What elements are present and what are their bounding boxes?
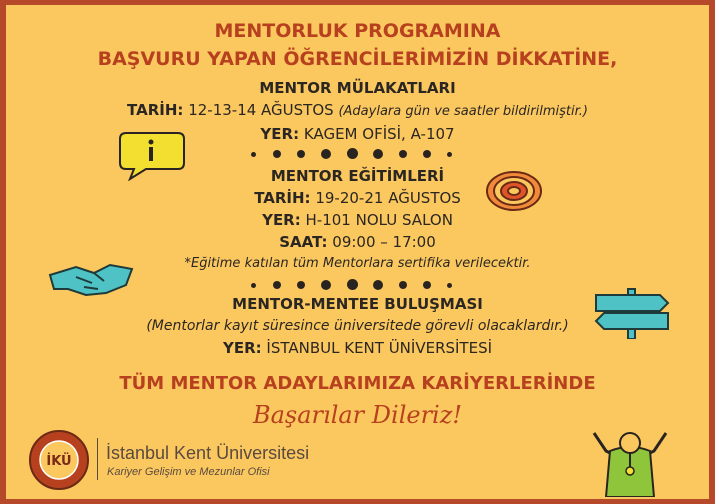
closing-line: TÜM MENTOR ADAYLARIMIZA KARİYERLERİNDE (119, 373, 596, 394)
signpost-icon (590, 283, 674, 339)
meeting-note: (Mentorlar kayıt süresince üniversitede görevli olacaklardır.) (146, 318, 569, 334)
trainings-place-row (6, 211, 709, 229)
divider-dots-2 (251, 279, 471, 291)
meeting-place-row (6, 339, 709, 357)
logo-office-name: Kariyer Gelişim ve Mezunlar Ofisi (107, 466, 270, 478)
university-seal-logo (28, 429, 90, 491)
trainings-date-value: 19-20-21 AĞUSTOS (315, 189, 461, 207)
interviews-place-value: KAGEM OFİSİ, A-107 (303, 125, 455, 143)
section-meeting-title: MENTOR-MENTEE BULUŞMASI (232, 295, 483, 313)
trainings-certificate-note: *Eğitime katılan tüm Mentorlara sertifika verilecektir. (184, 256, 531, 271)
interviews-place-label: YER: (260, 125, 300, 143)
trainings-date-label: TARİH: (254, 189, 311, 207)
trainings-date-row (6, 189, 709, 207)
logo-university-name: İstanbul Kent Üniversitesi (106, 443, 310, 463)
meeting-place-label: YER: (222, 339, 262, 357)
poster (6, 5, 709, 499)
interviews-date-label: TARİH: (127, 101, 184, 119)
target-icon (484, 169, 544, 213)
interviews-date-note: (Adaylara gün ve saatler bildirilmiştir.) (338, 104, 588, 119)
logo-divider (97, 438, 98, 480)
interviews-date-row (6, 101, 709, 119)
trainings-time-row (6, 233, 709, 251)
divider-dots-1 (251, 148, 471, 160)
trainings-place-value: H-101 NOLU SALON (305, 211, 453, 229)
heading-line-1: MENTORLUK PROGRAMINA (214, 20, 501, 42)
meeting-place-value: İSTANBUL KENT ÜNİVERSİTESİ (266, 339, 493, 357)
interviews-place-row (6, 125, 709, 143)
cheering-person-icon (588, 421, 672, 497)
trainings-time-value: 09:00 – 17:00 (332, 233, 436, 251)
section-trainings-title: MENTOR EĞİTİMLERİ (270, 167, 445, 185)
svg-text:İKÜ: İKÜ (46, 454, 72, 469)
interviews-date-value: 12-13-14 AĞUSTOS (188, 101, 334, 119)
section-interviews-title: MENTOR MÜLAKATLARI (259, 79, 456, 97)
trainings-time-label: SAAT: (279, 233, 328, 251)
heading-line-2: BAŞVURU YAPAN ÖĞRENCİLERİMİZİN DİKKATİNE, (97, 48, 618, 70)
trainings-place-label: YER: (262, 211, 301, 229)
closing-wish: Başarılar Dileriz! (252, 401, 463, 429)
